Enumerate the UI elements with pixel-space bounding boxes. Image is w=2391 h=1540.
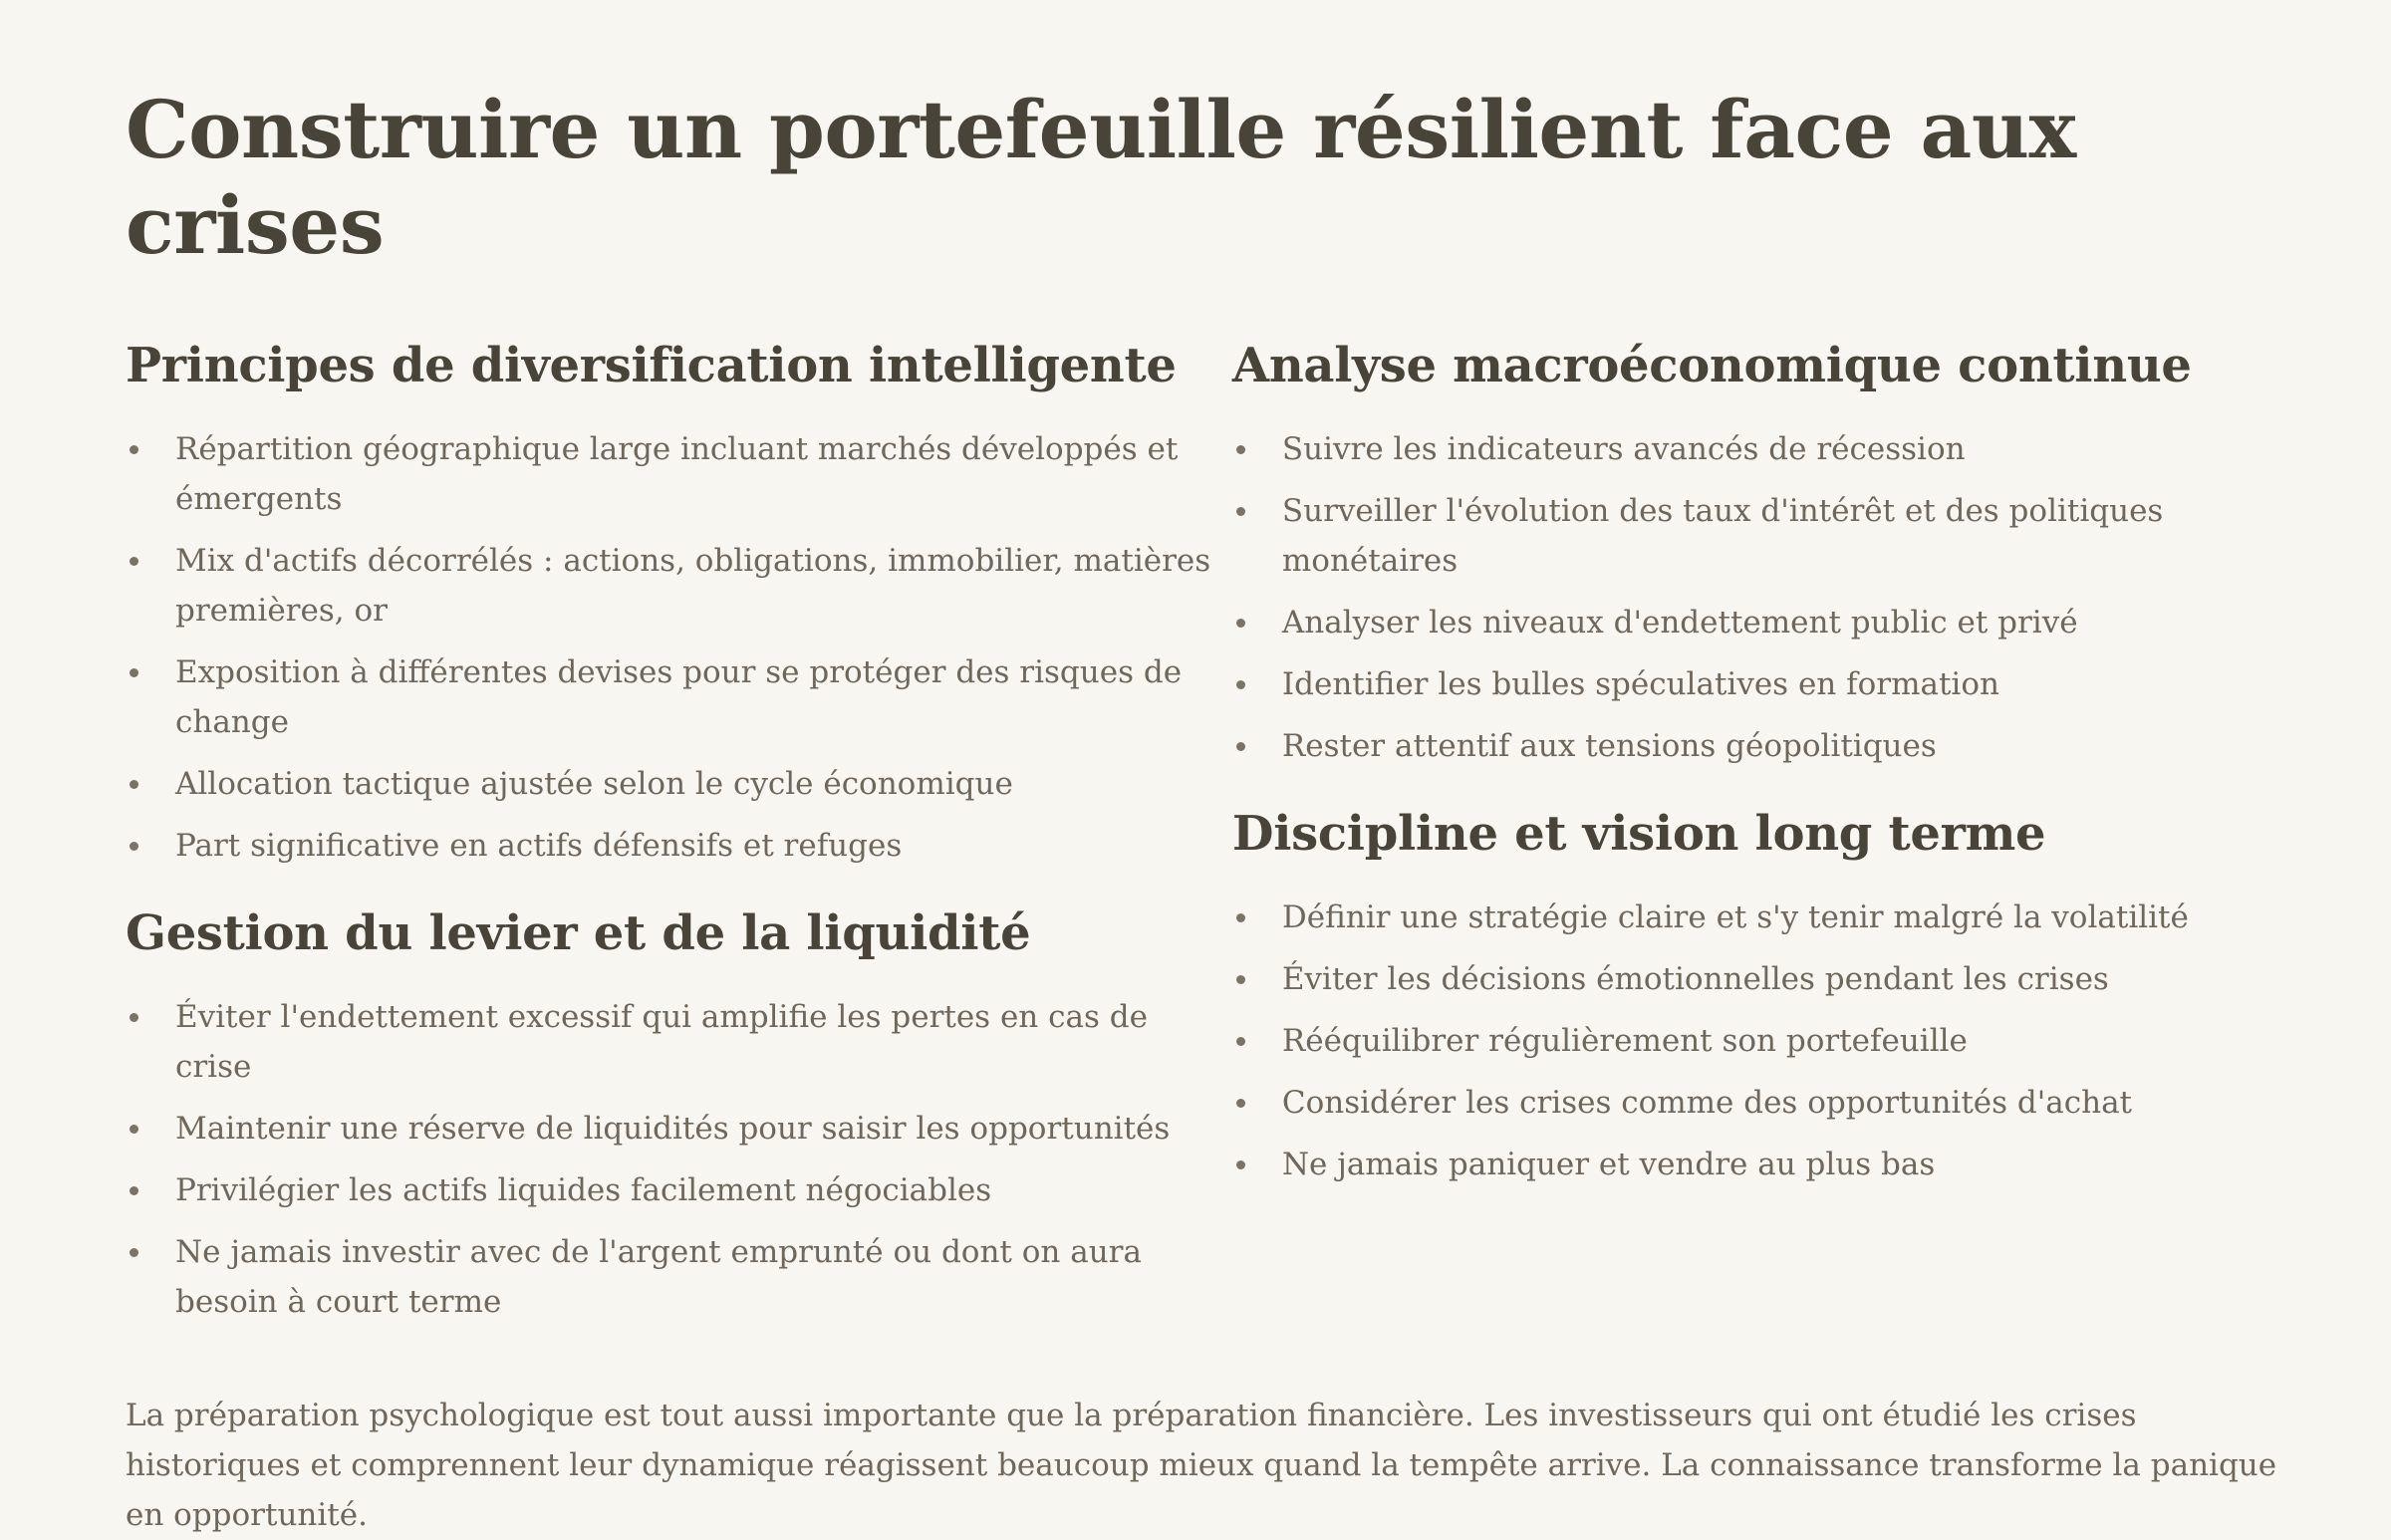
list-item-text: Répartition géographique large incluant marchés développés et émergents [175,431,1179,517]
list-item-text: Privilégier les actifs liquides facilement négociables [175,1172,992,1208]
list-item-text: Ne jamais investir avec de l'argent emprunté ou dont on aura besoin à court terme [175,1234,1142,1320]
list-item [1232,1016,2265,1066]
list-item [126,424,1232,524]
list-item [126,647,1232,747]
list-item-text: Ne jamais paniquer et vendre au plus bas [1281,1147,1936,1182]
list-item [1232,893,2265,942]
list-item-text: Identifier les bulles spéculatives en formation [1281,666,1999,702]
list-item [126,759,1232,809]
bullet-icon [130,557,138,566]
bullet-icon [1236,913,1245,922]
bullet-icon [130,1248,138,1257]
bullet-icon [1236,742,1245,751]
bullet-icon [1236,1099,1245,1108]
list-item [1232,1078,2265,1128]
bullet-icon [130,445,138,454]
list-item-text: Suivre les indicateurs avancés de récession [1281,431,1966,467]
bullet-list-diversification [126,424,1232,871]
list-item-text: Part significative en actifs défensifs et refuges [175,828,903,864]
bullet-icon [130,1186,138,1195]
list-item-text: Maintenir une réserve de liquidités pour saisir les opportunités [175,1111,1171,1147]
list-item [126,821,1232,871]
list-item-text: Analyser les niveaux d'endettement public et privé [1281,605,2078,641]
list-item [1232,954,2265,1004]
list-item-text: Considérer les crises comme des opportunités d'achat [1281,1085,2133,1121]
bullet-list-discipline [1232,893,2265,1189]
list-item-text: Rééquilibrer régulièrement son portefeuille [1281,1023,1968,1059]
list-item [1232,659,2265,709]
bullet-list-leverage [126,992,1232,1327]
list-item [126,1227,1232,1327]
bullet-icon [1236,1160,1245,1169]
list-item [1232,486,2265,586]
right-column [1232,335,2265,1359]
content-columns [126,335,2265,1359]
list-item [126,992,1232,1092]
list-item-text: Mix d'actifs décorrélés : actions, obligations, immobilier, matières premières, or [175,543,1211,629]
list-item [1232,598,2265,647]
bullet-icon [1236,445,1245,454]
bullet-icon [1236,1037,1245,1046]
bullet-icon [130,668,138,677]
bullet-icon [1236,507,1245,516]
bullet-icon [130,780,138,789]
list-item-text: Allocation tactique ajustée selon le cycle économique [175,766,1013,802]
bullet-icon [1236,975,1245,984]
section-heading-macro: Analyse macroéconomique continue [1231,338,2192,393]
section-heading-diversification: Principes de diversification intelligente [126,338,1177,393]
left-column [126,335,1232,1359]
bullet-icon [130,842,138,851]
list-item [126,1165,1232,1215]
bullet-icon [130,1125,138,1134]
list-item-text: Exposition à différentes devises pour se protéger des risques de change [175,654,1183,740]
section-heading-discipline: Discipline et vision long terme [1231,806,2046,862]
list-item-text: Définir une stratégie claire et s'y tenir malgré la volatilité [1281,899,2189,935]
bullet-list-macro [1232,424,2265,771]
list-item [1232,1140,2265,1189]
list-item-text: Éviter les décisions émotionnelles pendant les crises [1281,961,2109,997]
bullet-icon [1236,619,1245,628]
list-item [1232,424,2265,474]
list-item [126,536,1232,636]
list-item-text: Rester attentif aux tensions géopolitiques [1281,728,1937,764]
section-heading-leverage: Gestion du levier et de la liquidité [126,905,1031,961]
closing-paragraph: La préparation psychologique est tout aussi importante que la préparation financière. Les investisseurs qui ont étudié les crises historiques et comprennent leur dynamique réagissent beaucoup mieux quand la tempête arrive. La connaissance transforme la panique en opportunité. [126,1398,2277,1533]
list-item-text: Éviter l'endettement excessif qui amplifie les pertes en cas de crise [175,999,1148,1085]
list-item [1232,721,2265,771]
bullet-icon [130,1013,138,1022]
list-item [126,1104,1232,1154]
bullet-icon [1236,680,1245,689]
page-title: Construire un portefeuille résilient face aux crises [126,83,2076,272]
list-item-text: Surveiller l'évolution des taux d'intérêt et des politiques monétaires [1281,493,2164,579]
